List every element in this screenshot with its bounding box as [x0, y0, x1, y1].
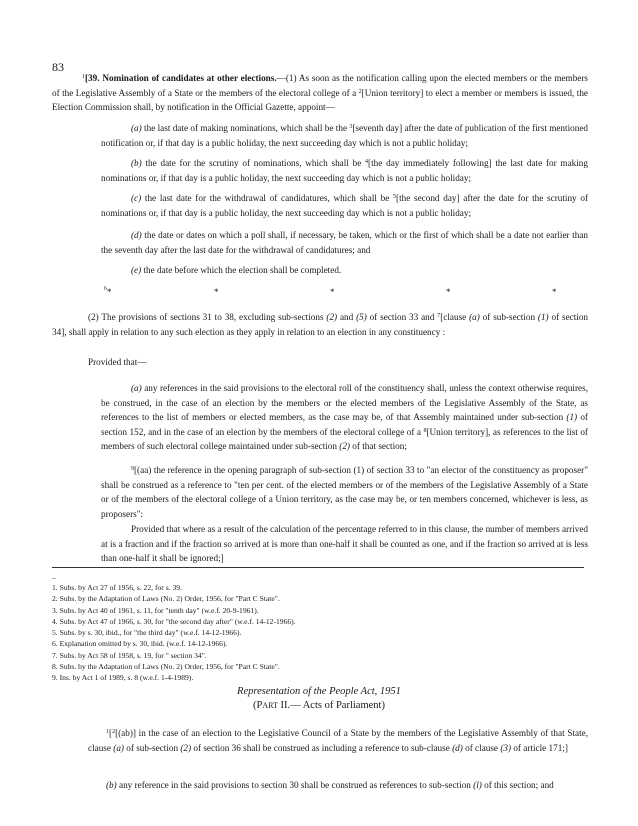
clause-b-second: (b) any reference in the said provisions to section 30 shall be construed as references to sub-section (l) of this section; and	[106, 780, 554, 790]
clause-a: (a) the last date of making nominations, which shall be the $^3$[seventh day] after the date of publication of the first mentioned notification or, if that day is a public holiday, the next succeeding day which is not a public holiday;	[101, 123, 588, 148]
subsection-2: (2) The provisions of sections 31 to 38, excluding sub-sections (2) and (5) of section 33 and $^7$[clause (a) of sub-section (1) of section 34], shall apply in relation to any such election as they apply in relation to an election in any constituency :	[52, 312, 589, 337]
footnote-separator	[52, 567, 584, 568]
footnote-item: 5. Subs. by s. 30, ibid., for "the third day" (w.e.f. 14-12-1966).	[52, 628, 242, 638]
page-number: 83	[52, 60, 64, 74]
provided-that: Provided that—	[88, 357, 147, 367]
omission-star: *	[330, 287, 335, 297]
footnote-ref: 9	[131, 466, 134, 472]
footnote-ref: 4	[365, 159, 369, 165]
footnote-ref: 5	[393, 194, 397, 200]
footnote-ref: 1	[82, 74, 85, 80]
footnote-item: 6. Explanation omitted by s. 30, ibid. (w.e.f. 14-12-1966).	[52, 639, 228, 649]
footnote-item: 2. Subs. by the Adaptation of Laws (No. 2) Order, 1956, for "Part C State".	[52, 594, 280, 604]
footnote-ref: 8	[423, 427, 427, 434]
clause-b: (b) the date for the scrutiny of nominations, which shall be $^4$[the day immediately following] the last date for making nominations or, if that day is a public holiday, the next succeeding day which is not a public holiday;	[101, 158, 588, 183]
section-39-intro: $^1$[39. Nomination of candidates at other elections.—(1) As soon as the notification calling upon the elected members or the members of the Legislative Assembly of a State or the members of the electoral college of a $^2$[Union territory] to elect a member or members is issued, the Election Commission shall, by notification in the Official Gazette, appoint—	[52, 73, 589, 113]
footnote-item: 1. Subs. by Act 27 of 1956, s. 22, for s. 39.	[52, 583, 182, 592]
running-head-title: Representation of the People Act, 1951	[237, 686, 401, 697]
clause-d: (d) the date or dates on which a poll shall, if necessary, be taken, which or the first of which shall be a date not earlier than the seventh day after the last date for the withdrawal of candidatures; and	[101, 230, 588, 255]
section-heading: [39. Nomination of candidates at other elections.	[85, 73, 277, 83]
footnote-item: 7. Subs. by Act 58 of 1958, s. 19, for " section 34".	[52, 650, 207, 660]
footnote-ref: 2	[358, 88, 362, 95]
footnote-item: 9. Ins. by Act 1 of 1989, s. 8 (w.e.f. 1-4-1989).	[52, 673, 194, 683]
footnote-item: 3. Subs. by Act 40 of 1961, s. 11, for "tenth day" (w.e.f. 20-9-1961).	[52, 605, 259, 615]
omission-star: $^6$*	[104, 286, 112, 297]
omission-star: *	[552, 287, 557, 297]
omission-star: *	[446, 287, 451, 297]
footnote-ref: 2	[112, 729, 116, 735]
subsection-label: —(1)	[276, 73, 297, 83]
footnote-item: 4. Subs. by Act 47 of 1966, s. 30, for "the second day after" (w.e.f. 14-12-1966).	[52, 616, 296, 626]
second-proviso: Provided that where as a result of the calculation of the percentage referred to in this clause, the number of members arrived at is a fraction and if the fraction so arrived at is more than one-half it shall be counted as one, and if the fraction so arrived at is less than one-half it shall be ignored;]	[101, 524, 588, 564]
footnote-ref: 3	[349, 124, 353, 130]
omission-star: *	[214, 287, 219, 297]
footnote-ref: 7	[437, 313, 441, 319]
footnote-ref: 1	[106, 729, 109, 735]
proviso-clause-a: (a) any references in the said provisions to the electoral roll of the constituency shall, unless the context otherwise requires, be construed, in the case of an election by the members or the elected members of the Legislative Assembly of the State, as references to the list of members or elected members, as the case may be, of that Assembly maintained under sub-section (1) of section 152, and in the case of an election by the members of the electoral college of a $^8$[Union territory], as references to the list of members of such electoral college maintained under sub-section (2) of that section;	[101, 383, 588, 452]
clause-ab: $^1$[$^2$[(ab)] in the case of an election to the Legislative Council of a State by the members of the Legislative Assembly of that State, clause (a) of sub-section (2) of section 36 shall be construed as including a reference to sub-clause (d) of clause (3) of article 171;]	[88, 728, 588, 753]
clause-e: (e) the date before which the election shall be completed.	[131, 265, 342, 275]
footnote-dash: _	[52, 571, 56, 580]
footnote-item: 8. Subs. by the Adaptation of Laws (No. 2) Order, 1956, for "Part C State".	[52, 662, 280, 672]
footnote-list	[52, 582, 592, 684]
proviso-clause-aa: $^9$[(aa) the reference in the opening paragraph of sub-section (1) of section 33 to "an elector of the constituency as proposer" shall be construed as a reference to "ten per cent. of the elected members or of the members of the Legislative Assembly of a State or of the members of the electoral college of a Union territory, as the case may be, or ten members concerned, whichever is less, as proposers":	[101, 465, 588, 519]
running-head-part: (PART II.— Acts of Parliament)	[253, 700, 385, 711]
clause-c: (c) the last date for the withdrawal of candidatures, which shall be $^5$[the second day] after the date for the scrutiny of nominations or, if that day is a public holiday, the next succeeding day which is not a public holiday;	[101, 193, 589, 218]
